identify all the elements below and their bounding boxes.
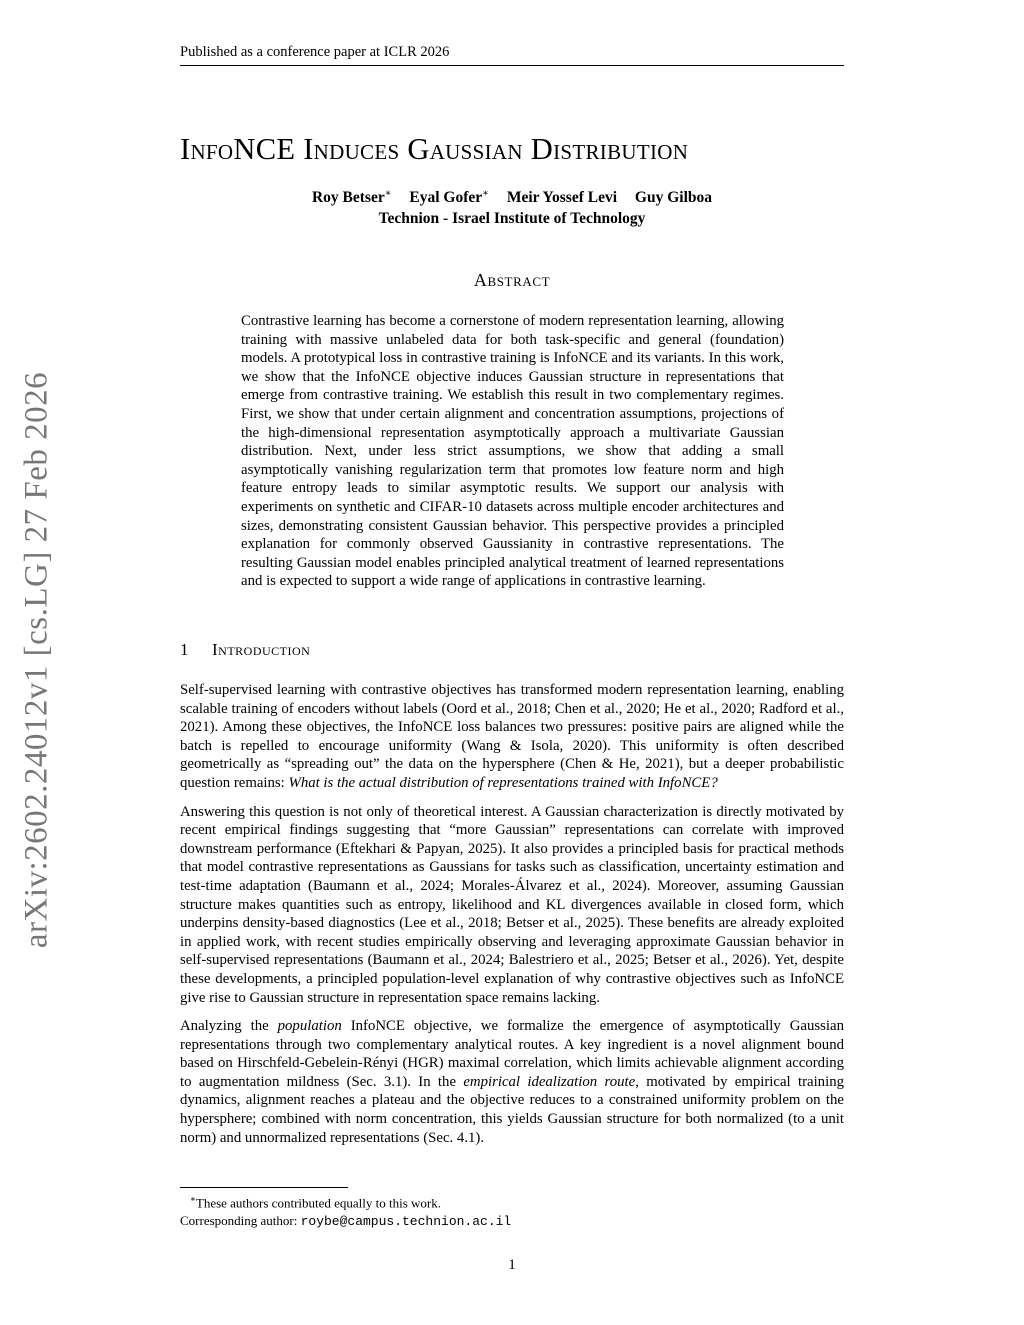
paragraph: Self-supervised learning with contrastive objectives has transformed modern representation learning, enabling scalable training of encoders without labels (Oord et al., 2018; Chen et al., 2020; He et al., 2020; Radford et al., 2021). Among these objectives, the InfoNCE loss balances two pressures: positive pairs are aligned while the batch is repelled to encourage uniformity (Wang & Isola, 2020). This uniformity is often described geometrically as “spreading out” the data on the hypersphere (Chen & He, 2021), but a deeper probabilistic question remains: What is the actual distribution of representations trained with InfoNCE?	[180, 682, 844, 791]
author: Guy Gilboa	[634, 189, 712, 207]
running-header: Published as a conference paper at ICLR 2026	[180, 44, 450, 60]
paper-title: InfoNCE Induces Gaussian Distribution	[180, 132, 689, 166]
author: Eyal Gofer∗	[409, 188, 489, 207]
author: Roy Betser∗	[311, 188, 392, 207]
research-question: What is the actual distribution of representations trained with InfoNCE?	[288, 774, 718, 791]
abstract-body: Contrastive learning has become a cornerstone of modern representation learning, allowing training with massive unlabeled data for both task-specific and general (foundation) models. A prototypical loss in contrastive training is InfoNCE and its variants. In this work, we show that the InfoNCE objective induces Gaussian structure in representations that emerge from contrastive training. We establish this result in two complementary regimes. First, we show that under certain alignment and concentration assumptions, projections of the high-dimensional representation asymptotically approach a multivariate Gaussian distribution. Next, under less strict assumptions, we show that adding a small asymptotically vanishing regularization term that promotes low feature norm and high feature entropy leads to similar asymptotic results. We support our analysis with experiments on synthetic and CIFAR-10 datasets across multiple encoder architectures and sizes, demonstrating consistent Gaussian behavior. This perspective provides a principled explanation for commonly observed Gaussianity in contrastive representations. The resulting Gaussian model enables principled analytical treatment of learned representations and is expected to support a wide range of applications in contrastive learning.	[241, 313, 784, 590]
arxiv-identifier: arXiv:2602.24012v1 [cs.LG] 27 Feb 2026	[18, 371, 55, 949]
footnotes	[180, 1191, 844, 1230]
section-heading-introduction	[180, 640, 310, 660]
affiliation: Technion - Israel Institute of Technology	[378, 210, 646, 228]
author-list	[180, 183, 844, 208]
footnote-rule	[180, 1187, 348, 1188]
author-email-link[interactable]: roybe@campus.technion.ac.il	[300, 1213, 512, 1229]
author-block	[180, 183, 844, 229]
section-number: 1	[180, 640, 189, 659]
paragraph: Answering this question is not only of theoretical interest. A Gaussian characterization is directly motivated by recent empirical findings suggesting that “more Gaussian” representations can correlate with improved downstream performance (Eftekhari & Papyan, 2025). It also provides a principled basis for practical methods that model contrastive representations as Gaussians for tasks such as classification, uncertainty estimation and test-time adaptation (Baumann et al., 2024; Morales-Álvarez et al., 2024). Moreover, assuming Gaussian structure makes quantities such as entropy, likelihood and KL divergences available in closed form, which underpins density-based diagnostics (Lee et al., 2018; Betser et al., 2025). These benefits are already exploited in applied work, with recent studies empirically observing and leveraging approximate Gaussian behavior in self-supervised representations (Baumann et al., 2024; Balestriero et al., 2025; Betser et al., 2026). Yet, despite these developments, a principled population-level explanation of why contrastive objectives such as InfoNCE give rise to Gaussian structure in representation space remains lacking.	[180, 803, 844, 1006]
footnote-corresponding-author: Corresponding author: roybe@campus.technion.ac.il	[180, 1212, 512, 1229]
footnote-equal-contribution: ∗These authors contributed equally to this work.	[189, 1194, 442, 1211]
page-number: 1	[508, 1257, 516, 1273]
header-rule	[180, 65, 844, 66]
section-title: Introduction	[212, 640, 311, 659]
introduction-body	[180, 681, 844, 1157]
paragraph: Analyzing the population InfoNCE objective, we formalize the emergence of asymptotically Gaussian representations through two complementary analytical routes. A key ingredient is a novel alignment bound based on Hirschfeld-Gebelein-Rényi (HGR) maximal correlation, which limits achievable alignment according to augmentation mildness (Sec. 3.1). In the empirical idealization route, motivated by empirical training dynamics, alignment reaches a plateau and the objective reduces to a constrained uniformity problem on the hypersphere; combined with norm concentration, this yields Gaussian structure for both normalized (to a unit norm) and unnormalized representations (Sec. 4.1).	[180, 1018, 844, 1146]
author: Meir Yossef Levi	[506, 189, 618, 207]
abstract-heading: Abstract	[473, 270, 551, 290]
